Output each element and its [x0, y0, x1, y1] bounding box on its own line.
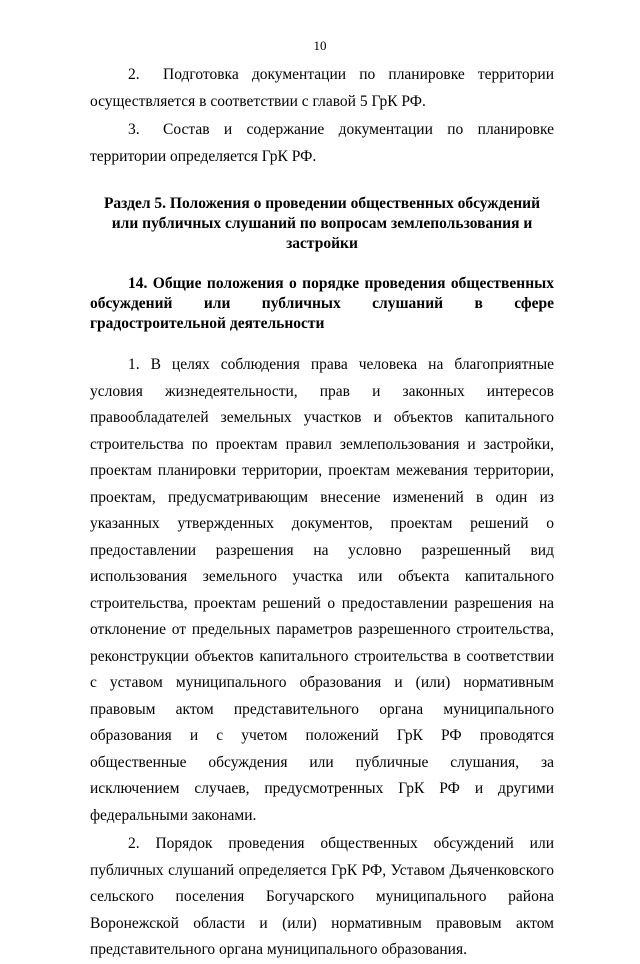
paragraph: 1. В целях соблюдения права человека на благоприятные условия жизнедеятельности, прав и законных интересов правообладателей земельных участков и объектов капитального строительства по проектам правил землепользования и застройки, проектам планировки территории, проектам межевания территории, проектам, предусматривающим внесение изменений в один из указанных утвержденных документов, проектам решений о предоставлении разрешения на условно разрешенный вид использования земельного участка или объекта капитального строительства, проектам решений о предоставлении разрешения на отклонение от предельных параметров разрешенного строительства, реконструкции объектов капитального строительства в соответствии с уставом муниципального образования и (или) нормативным правовым актом представительного органа муниципального образования и с учетом положений ГрК РФ проводятся общественные обсуждения или публичные слушания, за исключением случаев, предусмотренных ГрК РФ и другими федеральными законами.: [90, 356, 554, 824]
subsection-title: 14. Общие положения о порядке проведения общественных обсуждений или публичных слушаний в сфере градостроительной деятельности: [90, 275, 554, 332]
document-body: [90, 62, 554, 964]
list-item: [90, 117, 554, 170]
page-number: 10: [313, 38, 327, 53]
list-item-text: Подготовка документации по планировке территории осуществляется в соответствии с главой 5 ГрК РФ.: [90, 66, 554, 110]
paragraph: 2. Порядок проведения общественных обсуждений или публичных слушаний определяется ГрК РФ, Уставом Дьяченковского сельского поселения Богучарского муниципального района Воронежской области и (или) нормативным правовым актом представительного органа муниципального образования.: [90, 835, 554, 958]
section-title: Раздел 5. Положения о проведении общественных обсуждений или публичных слушаний по вопросам землепользования и застройки: [103, 195, 541, 252]
list-item-number: 3.: [128, 121, 140, 138]
list-item: [90, 62, 554, 115]
list-item-text: Состав и содержание документации по планировке территории определяется ГрК РФ.: [90, 121, 554, 165]
list-item-number: 2.: [128, 66, 140, 83]
